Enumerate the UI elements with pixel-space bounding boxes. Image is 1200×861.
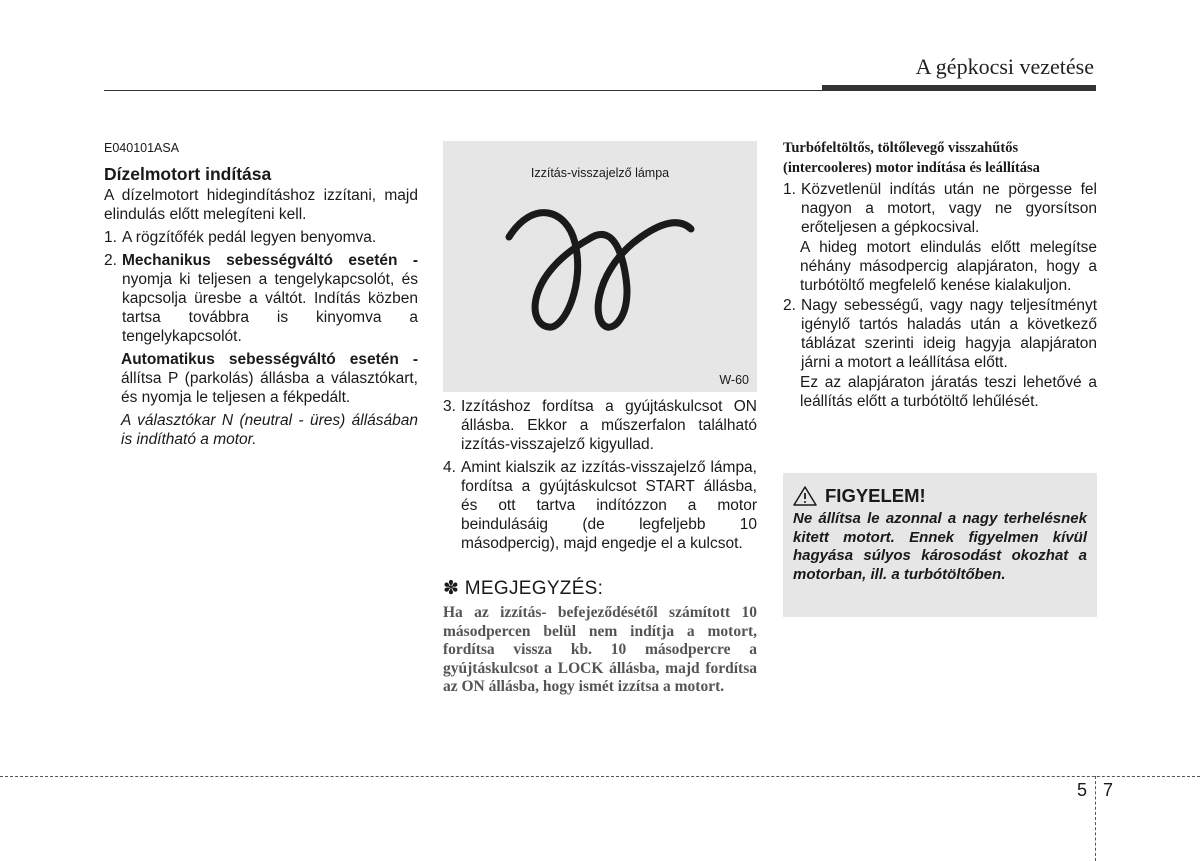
column-left xyxy=(104,139,418,449)
list-text: Amint kialszik az izzítás-visszajelző lámpa, fordítsa a gyújtáskulcsot START állásba, és ott tartva indítózzon a motor beindulásáig (de legfeljebb 10 másodpercig), majd engedje el a kulcsot. xyxy=(461,459,757,552)
page-number: 7 xyxy=(1103,780,1114,800)
list-item-3 xyxy=(443,397,757,454)
list-text: Nagy sebességű, vagy nagy teljesítményt igénylő tartós haladás után a következő táblázat szerinti ideig hagyja alapjáraton járni a motort a leállítása előtt. xyxy=(801,297,1097,371)
page-number-divider xyxy=(1095,776,1096,861)
list-item-4 xyxy=(443,458,757,553)
turbo-heading: Turbófeltöltős, töltőlevegő visszahűtős (intercooleres) motor indítása és leállítása xyxy=(783,140,1040,176)
page-section-number: 5 xyxy=(1077,780,1088,800)
header-accent-bar xyxy=(822,85,1096,91)
list-item-1 xyxy=(104,228,418,247)
list-text: Izzításhoz fordítsa a gyújtáskulcsot ON állásba. Ekkor a műszerfalon található izzítás-visszajelző kigyullad. xyxy=(461,398,757,453)
list-number: 1. xyxy=(104,229,117,246)
note-title: ✽ MEGJEGYZÉS: xyxy=(443,578,604,599)
automatic-transmission-paragraph xyxy=(104,350,418,407)
warning-box xyxy=(783,473,1097,617)
warning-title: FIGYELEM! xyxy=(825,485,926,506)
footer-divider xyxy=(0,776,1200,777)
figure-caption: Izzítás-visszajelző lámpa xyxy=(530,166,670,180)
glow-plug-coil-icon xyxy=(503,201,697,335)
note-text: Ha az izzítás- befejeződésétől számított 10 másodpercen belül nem indítja a motort, fordítsa vissza kb. 10 másodpercre a gyújtáskulcsot a LOCK állásba, majd fordítsa az ON állásba, hogy ismét izzítsa a motort. xyxy=(443,604,757,695)
figure-panel xyxy=(443,141,757,392)
figure-code: W-60 xyxy=(719,373,749,387)
manual-transmission-text: nyomja ki teljesen a tengelykapcsolót, és kapcsolja üresbe a váltót. Indítás közben tartsa továbbra is kinyomva a tengelykapcsolót. xyxy=(122,271,418,345)
list-item-2 xyxy=(104,251,418,346)
intro-paragraph: A dízelmotort hidegindításhoz izzítani, majd elindulás előtt melegíteni kell. xyxy=(104,187,418,223)
warning-text: Ne állítsa le azonnal a nagy terhelésnek kitett motort. Ennek figyelmen kívül hagyása súlyos károsodást okozhat a motorban, ill. a turbótöltőben. xyxy=(793,510,1087,583)
page-header-title: A gépkocsi vezetése xyxy=(915,54,1094,79)
warmup-paragraph: A hideg motort elindulás előtt melegítse néhány másodpercig alapjáraton, hogy a turbótöltő megfelelő kenése kialakuljon. xyxy=(800,239,1097,294)
list-item-turbo-1 xyxy=(783,180,1097,237)
list-item-turbo-2 xyxy=(783,296,1097,372)
section-title: Dízelmotort indítása xyxy=(104,164,272,184)
list-number: 4. xyxy=(443,459,456,476)
list-number: 1. xyxy=(783,181,796,198)
list-text: A rögzítőfék pedál legyen benyomva. xyxy=(122,229,377,246)
list-number: 2. xyxy=(104,252,117,269)
automatic-transmission-text: állítsa P (parkolás) állásba a választókart, és nyomja le teljesen a fékpedált. xyxy=(121,370,418,406)
column-middle xyxy=(443,393,757,697)
manual-transmission-label: Mechanikus sebességváltó esetén - xyxy=(122,252,418,269)
section-code: E040101ASA xyxy=(104,141,180,155)
automatic-transmission-label: Automatikus sebességváltó esetén - xyxy=(121,351,418,368)
list-text: Közvetlenül indítás után ne pörgesse fel nagyon a motort, vagy ne gyorsítson erőteljesen a gépkocsival. xyxy=(801,181,1097,236)
column-right xyxy=(783,138,1097,411)
warning-header xyxy=(793,485,1087,507)
list-text xyxy=(122,251,418,346)
cooldown-paragraph: Ez az alapjáraton járatás teszi lehetővé a leállítás előtt a turbótöltő lehűlését. xyxy=(800,374,1097,410)
list-number: 2. xyxy=(783,297,796,314)
list-number: 3. xyxy=(443,398,456,415)
warning-triangle-icon xyxy=(793,486,817,506)
neutral-note: A választókar N (neutral - üres) állásában is indítható a motor. xyxy=(121,412,418,448)
